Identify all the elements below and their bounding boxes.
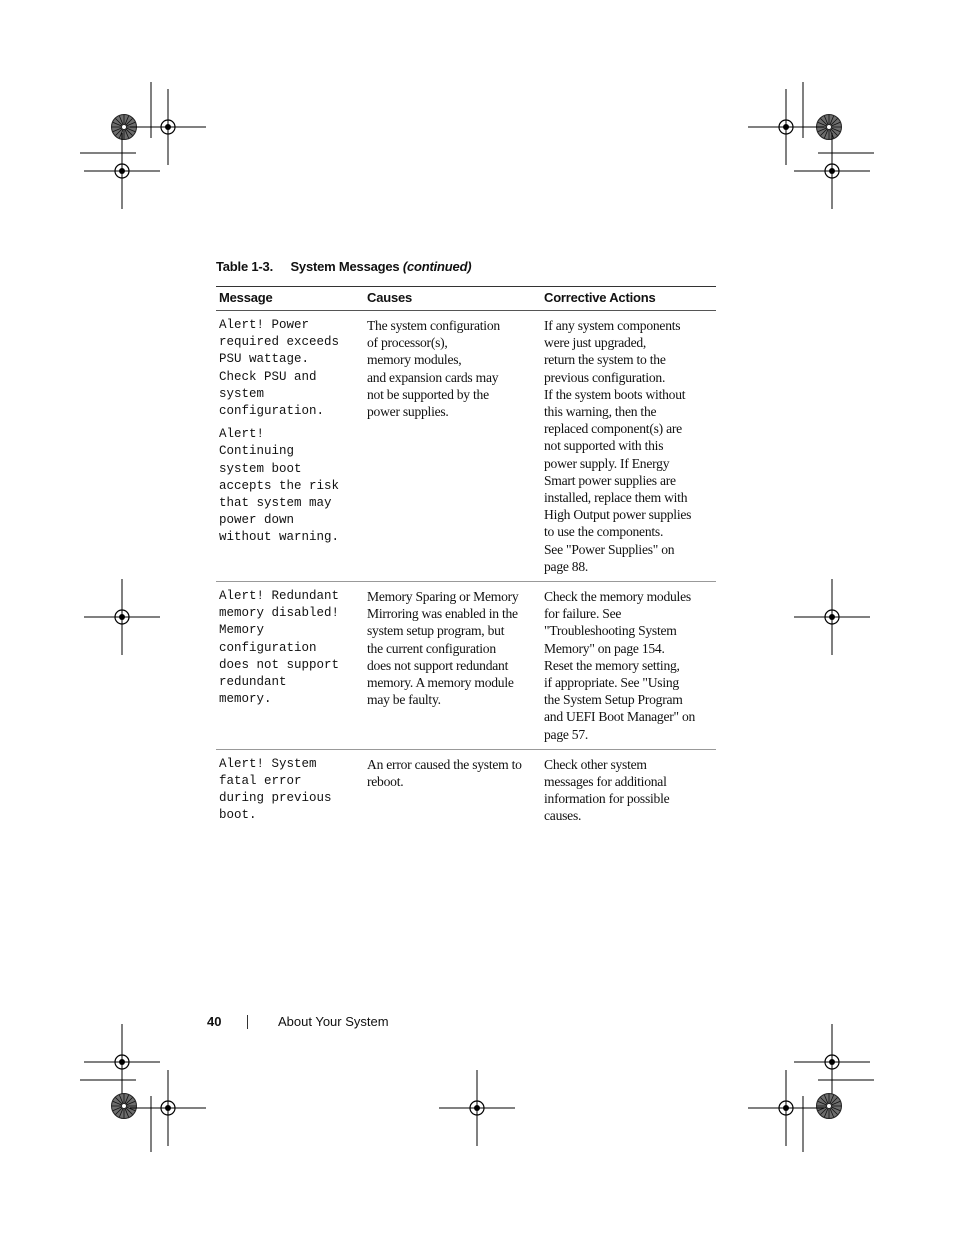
actions-cell: Check the memory modules for failure. See "Troubleshooting System Memory" on page 154. Reset the memory setting, if appropriate. See "Using the System Setup Program and UEFI Boot Manager" on page 57. [541, 582, 716, 750]
table-row [216, 311, 716, 582]
system-messages-table [216, 286, 716, 831]
table-number: Table 1-3. [216, 259, 274, 274]
table-title: System Messages [290, 259, 400, 274]
table-caption [216, 259, 471, 274]
message-cell: Alert! Redundant memory disabled! Memory configuration does not support redundant memory. [216, 582, 364, 750]
footer-divider [247, 1015, 248, 1029]
footer-section-title: About Your System [278, 1014, 389, 1029]
actions-cell: If any system components were just upgraded, return the system to the previous configuration. If the system boots without this warning, then the replaced component(s) are not supported with this power supply. If Energy Smart power supplies are installed, replace them with High Output power supplies to use the components. See "Power Supplies" on page 88. [541, 311, 716, 582]
message-text: Alert! Continuing system boot accepts the risk that system may power down without warning. [219, 427, 340, 545]
table-continued-label: (continued) [402, 259, 472, 274]
page-number: 40 [207, 1014, 222, 1029]
header-message: Message [216, 287, 364, 311]
causes-cell: The system configuration of processor(s), memory modules, and expansion cards may not be supported by the power supplies. [364, 311, 541, 582]
message-text: Alert! Power required exceeds PSU wattage. Check PSU and system configuration. [219, 318, 340, 419]
message-cell [216, 311, 364, 582]
message-cell: Alert! System fatal error during previous boot. [219, 756, 332, 823]
header-causes: Causes [364, 287, 541, 311]
causes-cell: Memory Sparing or Memory Mirroring was enabled in the system setup program, but the current configuration does not support redundant memory. A memory module may be faulty. [364, 582, 541, 750]
table-row [216, 582, 716, 750]
actions-cell: Check other system messages for additional information for possible causes. [544, 756, 670, 824]
table-row [216, 749, 716, 830]
table-header-row [216, 287, 716, 311]
header-corrective-actions: Corrective Actions [541, 287, 716, 311]
causes-cell: An error caused the system to reboot. [367, 756, 522, 790]
